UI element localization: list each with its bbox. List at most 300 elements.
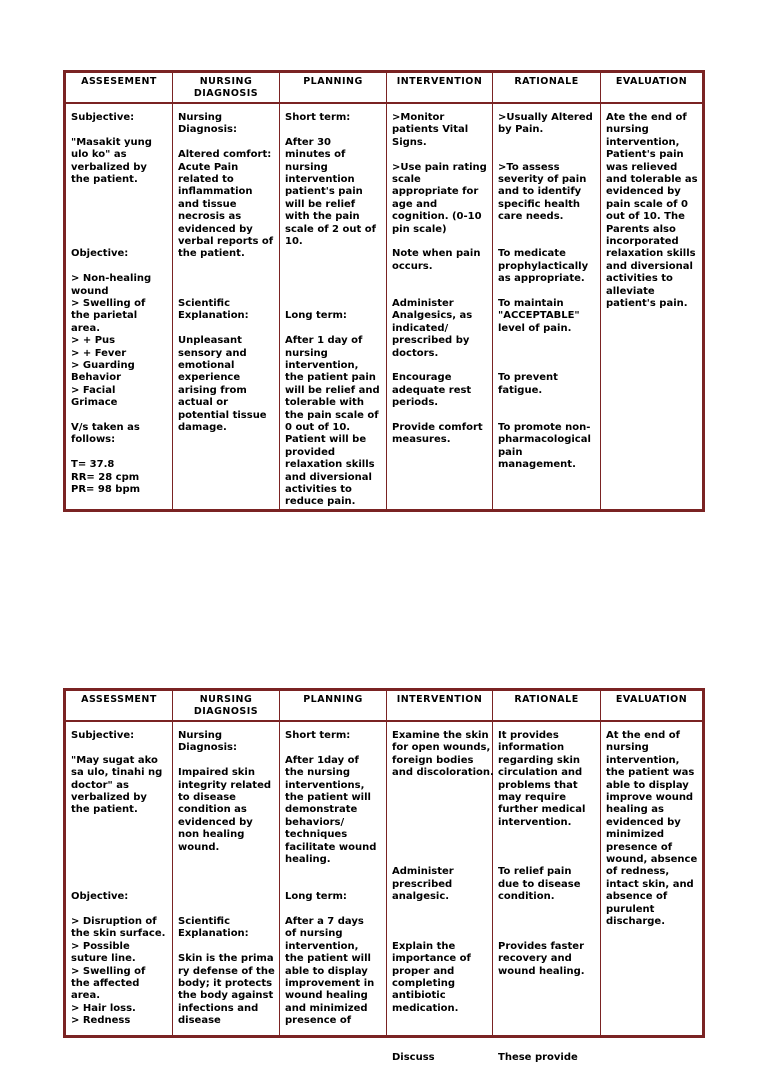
cell-line: > Guarding [71,360,135,372]
cell-line: the body against [178,990,274,1002]
cell-line [71,866,168,878]
cell-line [178,866,275,878]
cell-line: and discoloration. [392,767,494,779]
cell-line: experience [178,372,241,384]
cell-line: Scientific [178,298,231,310]
cell-line [498,1028,596,1040]
cell-line: importance of [392,953,471,965]
cell-line [285,124,382,136]
cell-line: verbalized by [71,161,147,173]
cell-line: for open wounds, [392,742,491,754]
cell-line: potential tissue [178,409,267,421]
cell-line [392,273,488,285]
cell-line: interventions, [285,779,365,791]
cell-line [392,410,488,422]
cell-line: tolerable with [285,397,364,409]
cell-line [71,236,168,248]
cell-line: body; it protects [178,978,273,990]
intervention-cell [387,722,494,1064]
cell-line: Diagnosis: [178,124,237,136]
cell-line [498,1040,596,1052]
cell-line: discharge. [606,916,666,928]
cell-line: adequate rest [392,384,472,396]
cell-line [178,891,275,903]
cell-line [498,829,596,841]
cell-line: To relief pain [498,866,572,878]
cell-line [392,360,488,372]
cell-line: relaxation skills [606,248,696,260]
cell-line: Scientific [178,916,231,927]
cell-line [392,817,488,829]
cell-line: intervention, [285,940,359,952]
cell-line: After a 7 days [285,916,364,928]
cell-line: and tissue [178,198,237,210]
cell-line: infections and [178,1002,259,1014]
cell-line: area. [71,990,101,1002]
cell-line: occurs. [392,260,433,272]
cell-line: intervention, [606,754,680,766]
cell-line: wound healing. [498,965,585,977]
cell-line [285,298,382,310]
cell-line: the patient. [71,804,138,816]
cell-line: arising from [178,384,247,396]
cell-line [498,916,596,928]
cell-line: Objective: [71,248,129,260]
cell-line: wound [71,285,109,297]
cell-line: > Redness [71,1015,131,1027]
cell-line: able to display [285,965,368,977]
cell-line: and diversional [606,260,693,272]
cell-line: > Swelling of [71,297,146,309]
cell-line: suture line. [71,953,136,965]
cell-line: and diversional [285,471,372,483]
cell-line: as appropriate. [498,273,585,285]
cell-line: patients Vital [392,124,469,136]
cell-line: >To assess [498,161,560,173]
header-nursing-diagnosis: NURSING DIAGNOSIS [173,73,280,102]
cell-line [498,842,596,854]
cell-line: improvement in [285,978,375,990]
header-planning: PLANNING [280,73,387,102]
cell-line: Explanation: [178,928,249,940]
cell-line [498,335,596,347]
cell-line [498,928,596,940]
cell-line: Long term: [285,310,347,322]
planning-cell [280,104,387,510]
care-plan-table-pain [63,70,705,512]
cell-line: related to [178,174,234,186]
cell-line: ulo ko" as [71,149,127,161]
cell-line [392,928,488,940]
cell-line: Encourage [392,372,452,384]
cell-line [498,904,596,916]
cell-line: >Usually Altered [498,112,593,123]
cell-line: 0 out of 10. [285,422,351,434]
cell-line: Subjective: [71,730,135,741]
care-plan-table-skin-integrity [63,688,705,1064]
cell-line: Impaired skin [178,767,255,779]
cell-line: minutes of [285,149,346,161]
rationale-cell [493,722,601,1064]
cell-line [498,348,596,360]
cell-line: These provide [498,1052,578,1064]
cell-line: analgesic. [392,891,450,903]
cell-line: completing [392,977,456,989]
cell-line: out of 10. The [606,211,685,223]
cell-line: sensory and [178,347,247,359]
cell-line: of redness, [606,866,670,878]
cell-line [71,124,168,136]
cell-line: wound. [178,841,220,853]
table-body-row [66,104,702,510]
evaluation-cell [601,104,702,510]
header-assessment: ASSESEMENT [66,73,173,102]
cell-line: Nursing [178,730,223,741]
cell-line: recovery and [498,953,572,965]
cell-line: Altered comfort: [178,149,272,161]
cell-line: sa ulo, tinahi ng [71,767,163,779]
cell-line: absence of [606,891,668,903]
cell-line [178,286,275,298]
cell-line: > Possible [71,940,130,952]
cell-line: "ACCEPTABLE" [498,310,580,322]
cell-line [71,224,168,236]
cell-line: activities to [285,484,352,496]
cell-line: regarding skin [498,754,581,766]
cell-line: appropriate for [392,186,479,198]
cell-line [71,817,168,829]
cell-line [392,236,488,248]
cell-line [285,904,382,916]
cell-line [71,904,168,916]
cell-line: wound, absence [606,854,698,866]
cell-line [392,904,488,916]
cell-line: > Facial [71,384,116,396]
cell-line: severity of pain [498,174,587,185]
cell-line: the pain scale of [285,409,379,421]
cell-line: Nursing [178,112,223,123]
cell-line: incorporated [606,236,679,248]
cell-line: behaviors/ [285,816,345,828]
cell-line: facilitate wound [285,841,377,853]
cell-line: >Use pain rating [392,161,487,173]
cell-line [285,261,382,273]
cell-line [498,224,596,236]
cell-line: > Non-healing [71,273,152,285]
cell-line: management. [498,459,576,471]
cell-line: age and [392,198,438,210]
cell-line [71,186,168,198]
cell-line: nursing [606,742,649,754]
cell-line [498,1003,596,1015]
cell-line [71,829,168,841]
cell-line [392,1040,488,1052]
cell-line: level of pain. [498,322,572,334]
cell-line: condition. [498,891,555,903]
cell-line: to disease [178,792,236,804]
cell-line: with the pain [285,211,360,223]
cell-line: doctor" as [71,779,129,791]
cell-line: disease [178,1015,221,1027]
cell-line: the affected [71,978,140,989]
cell-line: cognition. (0-10 [392,211,482,223]
cell-line: necrosis as [178,211,242,223]
cell-line [178,137,275,149]
cell-line: relaxation skills [285,459,375,471]
cell-line: After 1day of [285,754,359,766]
cell-line: At the end of [606,730,680,741]
cell-line [71,410,168,422]
cell-line: scale of 2 out of [285,223,376,235]
header-nursing-diagnosis: NURSING DIAGNOSIS [173,691,280,720]
cell-line: condition as [178,804,247,816]
cell-line: care needs. [498,211,564,223]
cell-line [71,199,168,211]
cell-line [498,360,596,372]
cell-line [392,842,488,854]
cell-line: To maintain [498,298,564,310]
cell-line: fatigue. [498,384,543,396]
cell-line: To medicate [498,248,566,260]
cell-line: Explain the [392,940,456,952]
cell-line: healing as [606,804,664,816]
cell-line [71,261,168,273]
cell-line: further medical [498,804,586,816]
cell-line: patient's pain. [606,298,688,310]
cell-line: activities to [606,273,673,285]
cell-line: wound healing [285,990,368,1002]
cell-line: emotional [178,360,235,372]
cell-line: Short term: [285,112,351,123]
cell-line: presence of [285,1015,352,1027]
header-intervention: INTERVENTION [387,73,493,102]
cell-line: V/s taken as [71,422,140,434]
cell-line: > + Fever [71,347,127,359]
cell-line: the patient. [71,174,138,186]
cell-line: RR= 28 cpm [71,471,140,483]
cell-line [178,941,275,953]
cell-line: damage. [178,422,227,434]
cell-line [71,854,168,866]
cell-line [498,978,596,990]
cell-line: Objective: [71,891,129,903]
cell-line: nursing [285,161,328,173]
cell-line [392,149,488,161]
cell-line: foreign bodies [392,754,474,766]
cell-line: Examine the skin [392,730,489,741]
cell-line [498,397,596,409]
cell-line: of nursing [285,928,343,940]
diagnosis-cell [173,722,280,1036]
cell-line [392,1028,488,1040]
cell-line: circulation and [498,767,583,779]
cell-line: techniques [285,829,348,841]
cell-line: Analgesics, as [392,310,473,322]
cell-line [392,792,488,804]
cell-line [392,780,488,792]
cell-line: > Hair loss. [71,1002,136,1014]
cell-line [498,1015,596,1027]
cell-line: reduce pain. [285,496,356,508]
cell-line: indicated/ [392,322,449,334]
cell-line: After 1 day of [285,335,363,347]
cell-line: due to disease [498,878,581,890]
cell-line: will be relief and [285,384,380,396]
header-rationale: RATIONALE [493,691,601,720]
cell-line: Parents also [606,223,676,235]
cell-line: It provides [498,730,559,741]
cell-line: PR= 98 bpm [71,484,141,496]
cell-line: was relieved [606,161,678,173]
cell-line [178,755,275,767]
cell-line: verbal reports of [178,236,274,248]
cell-line: the parietal [71,310,138,322]
cell-line [71,447,168,459]
assessment-cell [66,104,173,510]
cell-line: purulent [606,903,655,915]
cell-line: pain scale of 0 [606,198,688,210]
cell-line [392,804,488,816]
cell-line: nursing [285,347,328,359]
cell-line: To prevent [498,372,558,384]
cell-line: > Swelling of [71,965,146,977]
cell-line: and minimized [285,1002,368,1014]
cell-line: evidenced by [178,223,253,235]
cell-line: area. [71,322,101,334]
cell-line: Skin is the prima [178,953,274,965]
cell-line: improve wound [606,792,694,804]
cell-line: provided [285,446,336,458]
cell-line: evidenced by [606,816,681,828]
cell-line: follows: [71,434,116,446]
cell-line: patient's pain [285,186,363,198]
cell-line: specific health [498,198,581,210]
cell-line: intervention. [498,816,572,828]
cell-line: Acute Pain [178,161,239,173]
planning-cell [280,722,387,1036]
cell-line [498,236,596,248]
cell-line: After 30 [285,136,331,148]
cell-line: information [498,742,565,754]
header-evaluation: EVALUATION [615,694,688,705]
cell-line: intervention, [606,136,680,148]
cell-line [498,990,596,1002]
cell-line: may require [498,792,566,804]
cell-line [392,854,488,866]
cell-line: the patient pain [285,372,376,384]
cell-line [498,410,596,422]
cell-line: evidenced by [606,186,681,198]
cell-line [285,323,382,335]
header-assessment: ASSESSMENT [66,691,173,720]
cell-line [178,323,275,335]
header-intervention: INTERVENTION [387,691,493,720]
header-rationale: RATIONALE [493,73,601,102]
table-header-row [66,691,702,722]
cell-line: Patient will be [285,434,367,446]
cell-line: To promote non- [498,422,591,433]
cell-line: alleviate [606,285,655,297]
cell-line [498,149,596,161]
cell-line [71,742,168,754]
cell-line: the skin surface. [71,928,166,940]
cell-line: "Masakit yung [71,136,152,148]
cell-line [71,842,168,854]
cell-line [498,854,596,866]
cell-line: non healing [178,829,245,841]
cell-line [178,879,275,891]
cell-line [71,879,168,891]
cell-line: prescribed [392,878,453,890]
cell-line: > + Pus [71,335,116,347]
cell-line [71,211,168,223]
cell-line: inflammation [178,186,253,198]
cell-line: the patient will [285,953,371,965]
cell-line: Administer [392,298,454,310]
cell-line: Behavior [71,372,122,384]
cell-line [285,273,382,285]
cell-line [285,742,382,754]
cell-line [285,286,382,298]
cell-line: Subjective: [71,112,135,123]
cell-line: pharmacological [498,434,591,446]
cell-line: demonstrate [285,804,358,816]
cell-line: evidenced by [178,816,253,828]
cell-line: actual or [178,397,229,409]
cell-line: and tolerable as [606,174,698,186]
cell-line: periods. [392,397,439,409]
cell-line: Diagnosis: [178,742,237,754]
cell-line: prophylactically [498,260,589,272]
cell-line [285,248,382,260]
cell-line [392,829,488,841]
cell-line: pain [498,446,523,458]
cell-line: and to identify [498,186,582,198]
cell-line: healing. [285,854,331,866]
cell-line: by Pain. [498,124,544,136]
cell-line [392,1015,488,1027]
cell-line: Provides faster [498,940,584,952]
cell-line [178,904,275,916]
rationale-cell [493,104,601,510]
assessment-cell [66,722,173,1036]
cell-line: Discuss [392,1052,435,1064]
cell-line: Unpleasant [178,335,242,347]
cell-line: doctors. [392,347,439,359]
header-planning: PLANNING [280,691,387,720]
cell-line [392,286,488,298]
cell-line: nursing [606,124,649,136]
cell-line [178,854,275,866]
table-body-row [66,722,702,1064]
cell-line: integrity related [178,779,272,791]
cell-line: Grimace [71,397,118,409]
header-evaluation: EVALUATION [615,76,688,87]
cell-line: intervention, [285,360,359,372]
cell-line: Short term: [285,730,351,741]
intervention-cell [387,104,493,510]
cell-line: the patient. [178,248,245,260]
cell-line: Long term: [285,891,347,903]
cell-line: scale [392,174,421,186]
cell-line: able to display [606,779,689,791]
cell-line: ry defense of the [178,965,275,977]
cell-line [285,866,382,878]
cell-line: Explanation: [178,310,249,322]
cell-line: Patient's pain [606,149,684,161]
cell-line: problems that [498,779,578,791]
cell-line: antibiotic [392,990,446,1002]
